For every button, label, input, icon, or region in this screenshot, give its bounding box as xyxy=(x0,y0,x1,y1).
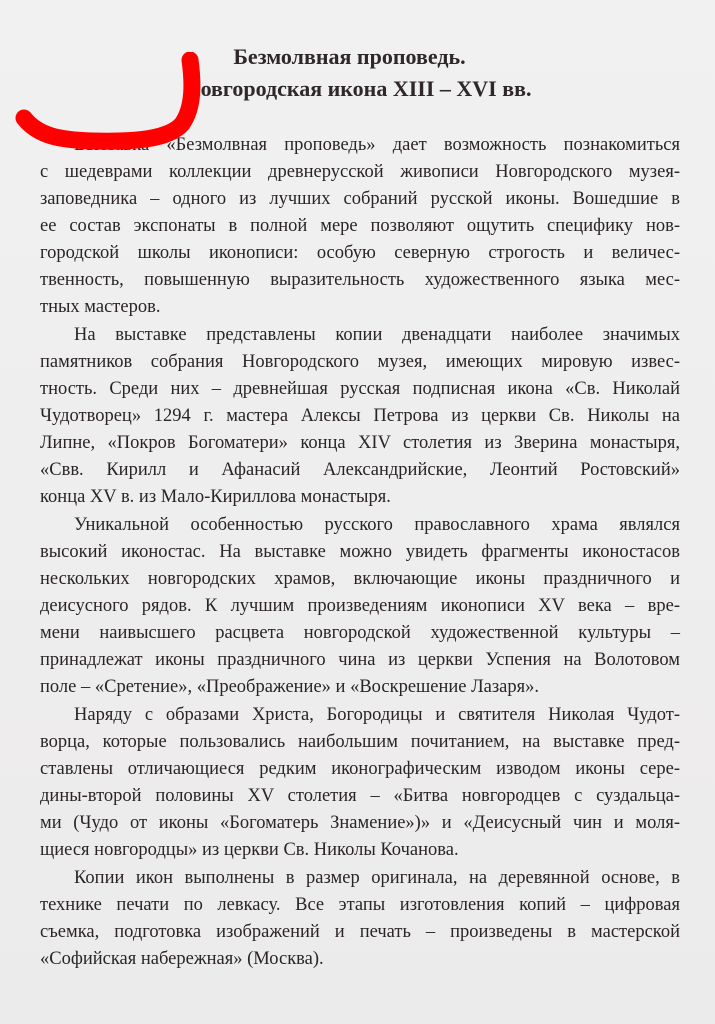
text-line: конца XV в. из Мало-Кириллова монастыря. xyxy=(40,487,391,507)
text-line: На выставке представлены копии двенадцати наиболее значимых xyxy=(74,325,680,345)
text-line: высокий иконостас. На выставке можно увидеть фрагменты иконостасов xyxy=(40,542,680,562)
text-line: городской школы иконописи: особую северную строгость и величес- xyxy=(40,243,680,263)
text-line: «Свв. Кирилл и Афанасий Александрийские, Леонтий Ростовский» xyxy=(40,460,680,480)
text-line: ее состав экспонаты в полной мере позволяют ощутить специфику нов- xyxy=(40,216,680,236)
text-line: заповедника – одного из лучших собраний русской иконы. Вошедшие в xyxy=(40,189,680,209)
text-line: поле – «Сретение», «Преображение» и «Воскрешение Лазаря». xyxy=(40,677,540,697)
text-line: Липне, «Покров Богоматери» конца XIV столетия из Зверина монастыря, xyxy=(40,433,680,453)
text-line: принадлежат иконы праздничного чина из церкви Успения на Волотовом xyxy=(40,650,680,670)
text-line: щиеся новгородцы» из церкви Св. Николы Кочанова. xyxy=(40,840,459,860)
red-scribble-stroke xyxy=(24,60,192,141)
text-line: технике печати по левкасу. Все этапы изготовления копий – цифровая xyxy=(40,895,680,915)
text-line: с шедеврами коллекции древнерусской живописи Новгородского музея- xyxy=(40,162,680,182)
text-line: памятников собрания Новгородского музея, имеющих мировую извес- xyxy=(40,352,680,372)
text-line: ставлены отличающиеся редким иконографическим изводом иконы сере- xyxy=(40,759,680,779)
text-line: мени наивысшего расцвета новгородской художественной культуры – xyxy=(40,623,680,643)
text-line: Уникальной особенностью русского православного храма являлся xyxy=(74,515,680,535)
document-title: Безмолвная проповедь. xyxy=(233,44,466,69)
text-line: тность. Среди них – древнейшая русская подписная икона «Св. Николай xyxy=(40,379,680,399)
text-line: съемка, подготовка изображений и печать – произведены в мастерской xyxy=(40,922,680,942)
text-line: тных мастеров. xyxy=(40,297,161,317)
text-line: Наряду с образами Христа, Богородицы и святителя Николая Чудот- xyxy=(74,705,680,725)
text-line: ворца, которые пользовались наибольшим почитанием, на выставке пред- xyxy=(40,732,680,752)
text-line: «Софийская набережная» (Москва). xyxy=(40,949,324,969)
document-subtitle: Новгородская икона XIII – XVI вв. xyxy=(183,76,532,101)
text-line: твенность, повышенную выразительность художественного языка мес- xyxy=(40,270,680,290)
text-line: ми (Чудо от иконы «Богоматерь Знамение»)» и «Деисусный чин и моля- xyxy=(40,813,680,833)
red-scribble-mark xyxy=(12,52,202,152)
text-line: деисусного рядов. К лучшим произведениям иконописи XV века – вре- xyxy=(40,596,680,616)
text-line: нескольких новгородских храмов, включающие иконы праздничного и xyxy=(40,569,680,589)
text-line: дины-второй половины XV столетия – «Битва новгородцев с суздальца- xyxy=(40,786,680,806)
text-line: Копии икон выполнены в размер оригинала, на деревянной основе, в xyxy=(74,868,680,888)
text-line: Чудотворец» 1294 г. мастера Алексы Петрова из церкви Св. Николы на xyxy=(40,406,680,426)
text-line: Выставка «Безмолвная проповедь» дает возможность познакомиться xyxy=(74,135,680,155)
